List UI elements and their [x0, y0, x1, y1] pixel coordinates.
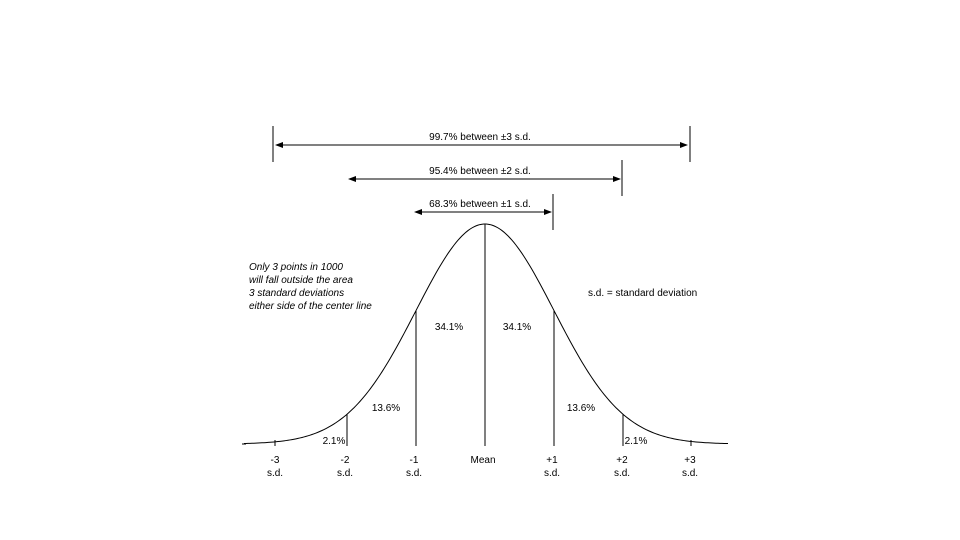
- tick-label-unit: s.d.: [543, 468, 561, 479]
- pct-outer-right: 2.1%: [624, 436, 648, 447]
- tick-label-top: -1: [409, 455, 419, 466]
- range-99-7-label: 99.7% between ±3 s.d.: [429, 132, 531, 143]
- pct-outer-left: 2.1%: [322, 436, 346, 447]
- note-line: either side of the center line: [249, 301, 372, 312]
- tick-label-top: -2: [340, 455, 350, 466]
- note-line: will fall outside the area: [249, 275, 353, 286]
- tick-label-top: +2: [616, 455, 628, 466]
- tick-label-top: +1: [546, 455, 558, 466]
- tick-label-unit: s.d.: [681, 468, 699, 479]
- pct-inner-left: 34.1%: [434, 322, 464, 333]
- tick-label-unit: s.d.: [266, 468, 284, 479]
- pct-mid-left: 13.6%: [371, 403, 401, 414]
- note-line: 3 standard deviations: [249, 288, 345, 299]
- tick-label-top: Mean: [470, 455, 496, 466]
- legend-text: s.d. = standard deviation: [588, 288, 698, 299]
- tick-label-unit: s.d.: [405, 468, 423, 479]
- range-95-4-label: 95.4% between ±2 s.d.: [429, 166, 531, 177]
- pct-inner-right: 34.1%: [502, 322, 532, 333]
- tick-label-unit: s.d.: [613, 468, 631, 479]
- range-68-3-label: 68.3% between ±1 s.d.: [429, 199, 531, 210]
- tick-label-top: -3: [270, 455, 280, 466]
- note-line: Only 3 points in 1000: [249, 262, 343, 273]
- tick-label-unit: s.d.: [336, 468, 354, 479]
- tick-label-top: +3: [684, 455, 696, 466]
- pct-mid-right: 13.6%: [566, 403, 596, 414]
